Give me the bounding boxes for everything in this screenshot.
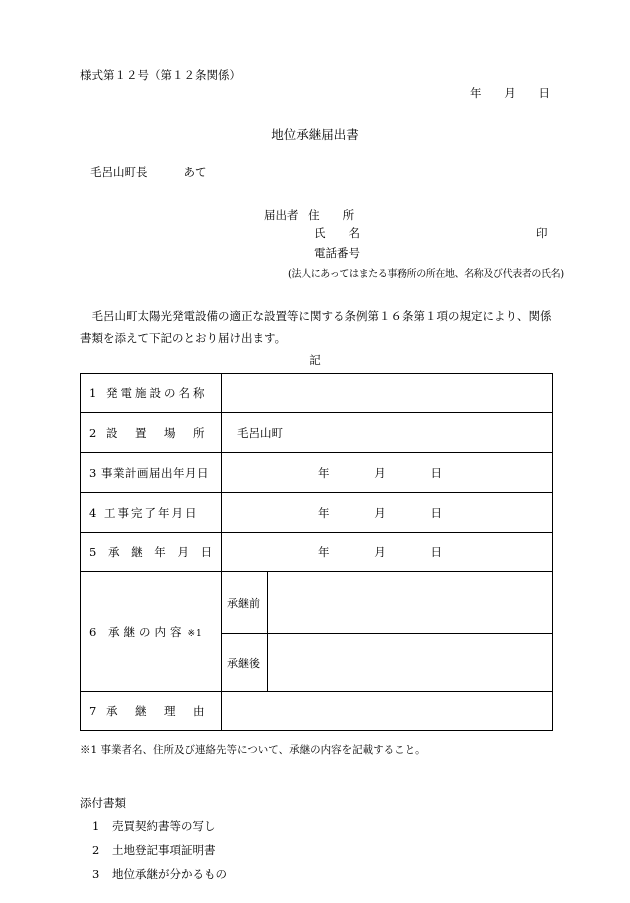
after-field[interactable] <box>268 634 553 692</box>
completion-year: 年 <box>318 505 330 520</box>
succession-reason-field[interactable] <box>222 692 553 731</box>
plan-day: 日 <box>430 465 442 480</box>
after-label: 承継後 <box>222 634 268 692</box>
table-row <box>81 413 553 453</box>
notification-table <box>80 373 553 731</box>
submission-date <box>470 85 550 101</box>
recipient-name: 毛呂山町長 <box>90 165 148 179</box>
plan-date-field[interactable] <box>222 453 553 493</box>
filer-note: (法人にあってはまたる事務所の所在地、名称及び代表者の氏名) <box>288 269 564 280</box>
succession-day: 日 <box>430 545 442 559</box>
plan-date-label: 3 事業計画届出年月日 <box>81 453 222 493</box>
recipient-suffix: あて <box>183 165 207 179</box>
filer-name-label: 氏 名 <box>314 226 360 240</box>
plan-month: 月 <box>374 465 386 480</box>
facility-name-label: 1 発電施設の名称 <box>81 374 222 413</box>
completion-day: 日 <box>430 505 442 520</box>
list-item <box>92 866 227 882</box>
footnote: ※1 事業者名、住所及び連絡先等について、承継の内容を記載すること。 <box>80 744 426 756</box>
table-row <box>81 374 553 413</box>
seal-mark: 印 <box>536 226 548 240</box>
facility-name-field[interactable] <box>222 374 553 413</box>
before-label: 承継前 <box>222 572 268 634</box>
filer-address-row <box>264 207 354 223</box>
document-title: 地位承継届出書 <box>271 127 359 142</box>
filer-phone-label: 電話番号 <box>314 246 360 260</box>
filer-label: 届出者 <box>264 208 299 222</box>
body-text: 毛呂山町太陽光発電設備の適正な設置等に関する条例第１６条第１項の規定により、関係書類を添えて下記のとおり届け出ます。 <box>80 309 552 345</box>
completion-date-field[interactable] <box>222 493 553 533</box>
location-field[interactable] <box>222 413 553 453</box>
date-month-label: 月 <box>504 86 516 100</box>
date-day-label: 日 <box>538 86 550 100</box>
succession-year: 年 <box>318 545 330 559</box>
recipient <box>90 164 207 180</box>
succession-month: 月 <box>374 545 386 559</box>
succession-content-label <box>81 572 222 692</box>
succession-date-label: 5 承 継 年 月 日 <box>81 533 222 572</box>
filer-address-label: 住 所 <box>308 208 355 222</box>
date-year-label: 年 <box>470 86 482 100</box>
attachment-number: 1 <box>92 819 100 833</box>
list-item <box>92 842 216 858</box>
before-field[interactable] <box>268 572 553 634</box>
table-row <box>81 692 553 731</box>
form-number: 様式第１２号（第１２条関係） <box>80 68 241 82</box>
succession-content-text: 6 承継の内容 <box>89 624 186 639</box>
table-row <box>81 533 553 572</box>
ki-heading: 記 <box>309 353 321 367</box>
location-value: 毛呂山町 <box>237 425 283 440</box>
attachment-text: 土地登記事項証明書 <box>112 843 216 857</box>
attachment-text: 売買契約書等の写し <box>112 819 216 833</box>
table-row <box>81 453 553 493</box>
attachment-number: 3 <box>92 867 100 881</box>
list-item <box>92 818 216 834</box>
succession-reason-label: 7 承 継 理 由 <box>81 692 222 731</box>
location-label: 2 設 置 場 所 <box>81 413 222 453</box>
footnote-mark: ※1 <box>187 628 203 639</box>
completion-date-label: 4 工事完了年月日 <box>81 493 222 533</box>
attachments-title: 添付書類 <box>80 796 126 810</box>
completion-month: 月 <box>374 505 386 520</box>
attachment-text: 地位承継が分かるもの <box>112 867 227 881</box>
succession-date-field[interactable] <box>222 533 553 572</box>
table-row <box>81 493 553 533</box>
attachment-number: 2 <box>92 843 100 857</box>
table-row <box>81 572 553 634</box>
plan-year: 年 <box>318 465 330 480</box>
